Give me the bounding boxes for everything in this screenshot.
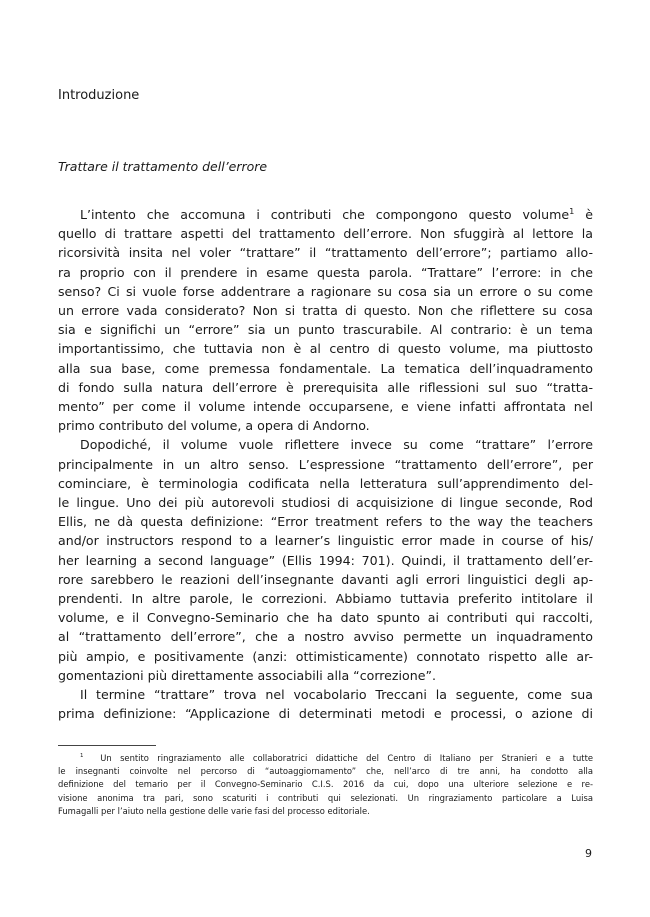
text-line: L’intento che accomuna i contributi che compongono questo volume$^1$ è xyxy=(80,205,593,222)
footnote-line: Fumagalli per l’aiuto nella gestione delle varie fasi del processo editoriale. xyxy=(58,805,370,816)
text-line: primo contributo del volume, a opera di Andorno. xyxy=(58,418,370,434)
text-line: sia e significhi un “errore” sia un punto trascurabile. Al contrario: è un tema xyxy=(58,322,593,338)
chapter-title: Introduzione xyxy=(58,88,140,103)
text-line: prima definizione: “Applicazione di determinati metodi e processi, o azione di xyxy=(58,706,593,722)
text-line: principalmente in un altro senso. L’espressione “trattamento dell’errore”, per xyxy=(58,456,593,472)
text-line: rore sarebbero le reazioni dell’insegnante davanti agli errori linguistici degli ap- xyxy=(58,571,593,587)
footnote-line: $^1$ Un sentito ringraziamento alle collaboratrici didattiche del Centro di Italiano per Stranieri e a tutte xyxy=(80,753,594,763)
footnote-line: le insegnanti coinvolte nel percorso di “autoaggiornamento” che, nell’arco di tre anni, ha condotto alla xyxy=(58,766,593,777)
section-title: Trattare il trattamento dell’errore xyxy=(58,159,268,174)
text-line: alla sua base, come premessa fondamentale. La tematica dell’inquadramento xyxy=(58,360,593,376)
text-line: ricorsività insita nel voler “trattare” il “trattamento dell’errore”; partiamo allo- xyxy=(58,245,593,261)
text-line: al “trattamento dell’errore”, che a nostro avviso permette un inquadramento xyxy=(58,629,593,645)
text-line: Il termine “trattare” trova nel vocabolario Treccani la seguente, come sua xyxy=(80,687,593,703)
text-line: volume, e il Convegno-Seminario che ha dato spunto ai contributi qui raccolti, xyxy=(58,610,593,626)
text-line: her learning a second language” (Ellis 1994: 701). Quindi, il trattamento dell’er- xyxy=(58,552,593,568)
text-line: prendenti. In altre parole, le correzioni. Abbiamo tuttavia preferito intitolare il xyxy=(58,591,593,607)
text-line: quello di trattare aspetti del trattamento dell’errore. Non sfuggirà al lettore la xyxy=(58,226,593,242)
body-text xyxy=(58,205,593,723)
footnote-marker[interactable]: 1 xyxy=(569,205,575,216)
text-line: Ellis, ne dà questa definizione: “Error treatment refers to the way the teachers xyxy=(58,514,593,530)
text-line: di fondo sulla natura dell’errore è prerequisita alle riflessioni sul suo “tratta- xyxy=(58,379,593,395)
text-line: le lingue. Uno dei più autorevoli studiosi di acquisizione di lingue seconde, Rod xyxy=(58,495,593,511)
text-line: più ampio, e positivamente (anzi: ottimisticamente) connotato rispetto alle ar- xyxy=(58,648,593,664)
text-line: importantissimo, che tuttavia non è al centro di questo volume, ma piuttosto xyxy=(58,341,593,357)
footnote-line: visione anonima tra pari, sono scaturiti i contributi qui selezionati. Un ringraziamento particolare a Luisa xyxy=(58,792,593,803)
text-line: ra proprio con il prendere in esame questa parola. “Trattare” l’errore: in che xyxy=(58,264,593,280)
text-line: gomentazioni più direttamente associabili alla “correzione”. xyxy=(58,667,436,683)
footnote-number: 1 xyxy=(80,753,84,760)
page-number: 9 xyxy=(585,847,592,860)
footnote-line: definizione del temario per il Convegno-Seminario C.I.S. 2016 da cui, dopo una ulteriore selezione e re- xyxy=(58,779,593,790)
text-line: cominciare, è terminologia codificata nella letteratura sull’apprendimento del- xyxy=(58,475,593,491)
footnote xyxy=(58,752,593,818)
footnote-divider xyxy=(58,745,156,746)
text-line: mento” per come il volume intende occuparsene, e viene infatti affrontata nel xyxy=(58,399,593,415)
text-line: un errore vada considerato? Non si tratta di questo. Non che riflettere su cosa xyxy=(58,303,593,319)
text-line: senso? Ci si vuole forse addentrare a ragionare su cosa sia un errore o su come xyxy=(58,283,593,299)
text-line: and/or instructors respond to a learner’s linguistic error made in course of his/ xyxy=(58,533,593,549)
text-line: Dopodiché, il volume vuole riflettere invece su come “trattare” l’errore xyxy=(80,437,593,453)
